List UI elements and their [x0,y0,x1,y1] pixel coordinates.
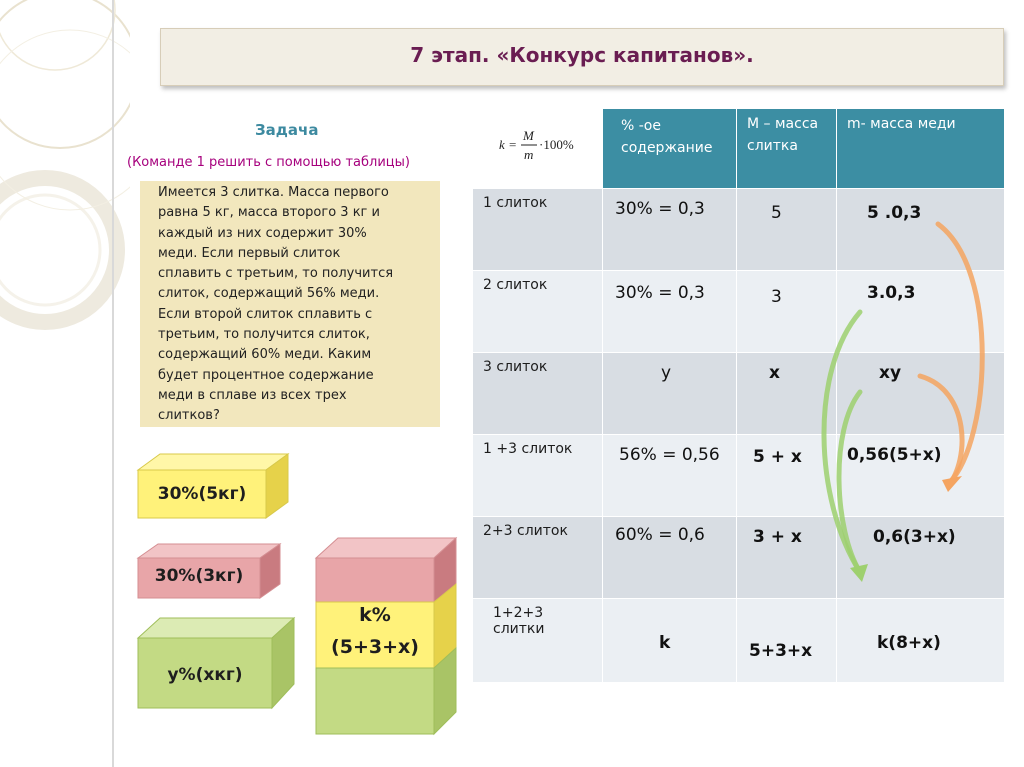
slide-title: 7 этап. «Конкурс капитанов». [410,43,754,67]
row-copper: 0,6(3+х) [873,527,956,547]
row-percent: 30% = 0,3 [615,199,705,219]
row-percent: 56% = 0,56 [619,445,720,465]
row-label: 3 слиток [483,359,548,375]
header-percent: % -ое содержание [603,109,737,189]
row-mass: 5 [771,203,782,223]
connecting-arrows [820,210,1000,590]
row-label: 2+3 слиток [483,523,568,539]
row-copper: 0,56(5+х) [847,445,942,465]
row-mass: 3 [771,287,782,307]
row-copper: ху [879,363,902,383]
formula-m: m [524,147,534,162]
row-mass: 5+3+х [749,641,813,661]
row-percent: 60% = 0,6 [615,525,705,545]
task-subheading: (Команде 1 решить с помощью таблицы) [127,155,410,170]
formula-M: M [523,128,534,143]
row-label: 1 слиток [483,195,548,211]
row-copper: k(8+х) [877,633,941,653]
formula-mult: ·100% [539,137,574,152]
stack-label-bottom: (5+3+х) [331,636,419,658]
task-text: Имеется 3 слитка. Масса первого равна 5 кг, масса второго 3 кг и каждый из них содержит 30% меди. Если первый слиток сплавить с третьим, то получится слиток, содержащий 56% меди. Если второй слиток сплавить с третьим, то получится слиток, содержащий 60% меди. Каким будет процентное содержание меди в сплаве из всех трех слитков? [158,185,394,424]
decorative-rings [0,0,130,460]
block1-label: 30%(5кг) [157,484,247,504]
task-text-box [140,181,440,427]
row-mass: 3 + х [753,527,802,547]
header-copper: m- масса меди [837,109,1005,189]
block2-label: 30%(3кг) [154,566,244,586]
task-heading: Задача [255,121,319,139]
formula-cell [473,109,603,189]
row-percent: k [659,633,671,653]
orange-arrow-2 [920,376,962,486]
row-mass: 5 + х [753,447,802,467]
title-banner [160,28,1004,86]
green-arrow-2 [839,392,860,572]
block3-label: у%(хкг) [167,665,243,685]
row-percent: у [661,363,672,383]
stack-label-top: k% [359,604,391,626]
formula-k: k [499,137,505,152]
row-copper: 5 .0,3 [867,203,922,223]
row-label: 1 +3 слиток [483,441,573,457]
row-mass: х [769,363,780,383]
row-copper: 3.0,3 [867,283,916,303]
header-mass: М – масса слитка [737,109,837,189]
table-row [473,599,1005,683]
row-label: 2 слиток [483,277,548,293]
formula [473,109,601,179]
row-label: 1+2+3 слитки [493,605,545,637]
formula-eq: = [509,137,517,152]
row-percent: 30% = 0,3 [615,283,705,303]
divider-line [112,0,114,767]
